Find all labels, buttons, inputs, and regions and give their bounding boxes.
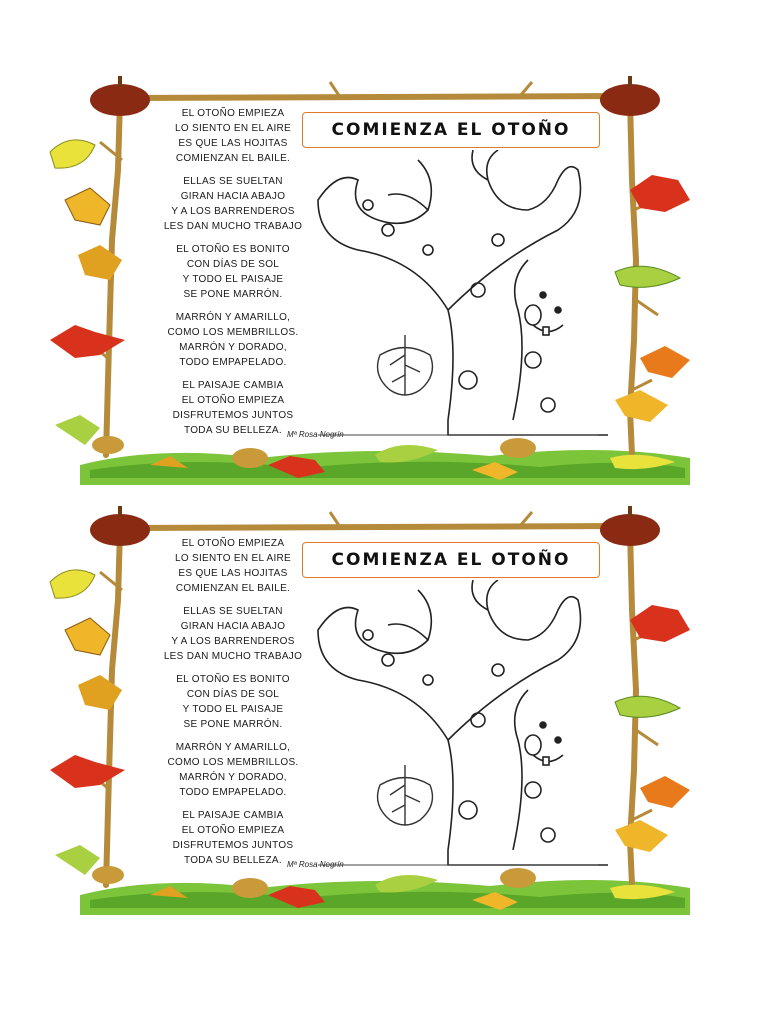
poem-line: ES QUE LAS HOJITAS [178, 568, 288, 579]
poem-title: COMIENZA EL OTOÑO [331, 120, 571, 140]
leaf-outline-illustration [370, 760, 440, 830]
title-box [302, 542, 600, 578]
stanza-2 [158, 604, 308, 664]
poem-text [158, 106, 308, 446]
poem-line: GIRAN HACIA ABAJO [180, 191, 286, 202]
poem-line: SE PONE MARRÓN. [183, 719, 283, 730]
poem-line: GIRAN HACIA ABAJO [180, 621, 286, 632]
poem-line: EL OTOÑO EMPIEZA [181, 395, 285, 406]
poem-line: ELLAS SE SUELTAN [183, 606, 283, 617]
poem-line: TODO EMPAPELADO. [179, 357, 287, 368]
poem-line: COMO LOS MEMBRILLOS. [167, 327, 299, 338]
title-box [302, 112, 600, 148]
poem-line: Y A LOS BARRENDEROS [171, 636, 295, 647]
poem-line: EL PAISAJE CAMBIA [182, 380, 284, 391]
poem-line: MARRÓN Y DORADO, [179, 342, 287, 353]
poem-line: EL OTOÑO EMPIEZA [181, 825, 285, 836]
poem-line: Y TODO EL PAISAJE [182, 274, 284, 285]
smiling-tree-illustration [298, 150, 608, 440]
poem-line: LES DAN MUCHO TRABAJO [163, 651, 303, 662]
poem-line: CON DÍAS DE SOL [186, 689, 280, 700]
author-signature: Mª Rosa Negrín [287, 860, 344, 869]
leaf-outline-illustration [370, 330, 440, 400]
stanza-5 [158, 378, 308, 438]
poem-line: LES DAN MUCHO TRABAJO [163, 221, 303, 232]
stanza-4 [158, 740, 308, 800]
author-signature: Mª Rosa Negrín [287, 430, 344, 439]
poem-line: COMIENZAN EL BAILE. [175, 583, 291, 594]
poem-line: DISFRUTEMOS JUNTOS [172, 840, 294, 851]
poem-line: EL OTOÑO ES BONITO [176, 244, 290, 255]
stanza-3 [158, 242, 308, 302]
poem-line: LO SIENTO EN EL AIRE [174, 123, 292, 134]
poem-line: Y A LOS BARRENDEROS [171, 206, 295, 217]
stanza-2 [158, 174, 308, 234]
poem-line: EL OTOÑO EMPIEZA [181, 538, 285, 549]
poem-line: COMO LOS MEMBRILLOS. [167, 757, 299, 768]
stanza-4 [158, 310, 308, 370]
poem-line: COMIENZAN EL BAILE. [175, 153, 291, 164]
poem-line: CON DÍAS DE SOL [186, 259, 280, 270]
poem-line: LO SIENTO EN EL AIRE [174, 553, 292, 564]
poem-line: EL OTOÑO ES BONITO [176, 674, 290, 685]
stanza-1 [158, 536, 308, 596]
poem-line: TODA SU BELLEZA. [184, 425, 282, 436]
poem-line: EL OTOÑO EMPIEZA [181, 108, 285, 119]
stanza-3 [158, 672, 308, 732]
poem-text [158, 536, 308, 876]
poem-line: Y TODO EL PAISAJE [182, 704, 284, 715]
poem-card-2 [40, 490, 730, 930]
poem-line: EL PAISAJE CAMBIA [182, 810, 284, 821]
smiling-tree-illustration [298, 580, 608, 870]
poem-line: SE PONE MARRÓN. [183, 289, 283, 300]
poem-line: TODO EMPAPELADO. [179, 787, 287, 798]
poem-line: MARRÓN Y AMARILLO, [175, 312, 291, 323]
stanza-5 [158, 808, 308, 868]
poem-line: MARRÓN Y DORADO, [179, 772, 287, 783]
poem-line: ELLAS SE SUELTAN [183, 176, 283, 187]
poem-line: DISFRUTEMOS JUNTOS [172, 410, 294, 421]
poem-line: MARRÓN Y AMARILLO, [175, 742, 291, 753]
poem-title: COMIENZA EL OTOÑO [331, 550, 571, 570]
poem-card-1 [40, 60, 730, 500]
stanza-1 [158, 106, 308, 166]
poem-line: TODA SU BELLEZA. [184, 855, 282, 866]
poem-line: ES QUE LAS HOJITAS [178, 138, 288, 149]
